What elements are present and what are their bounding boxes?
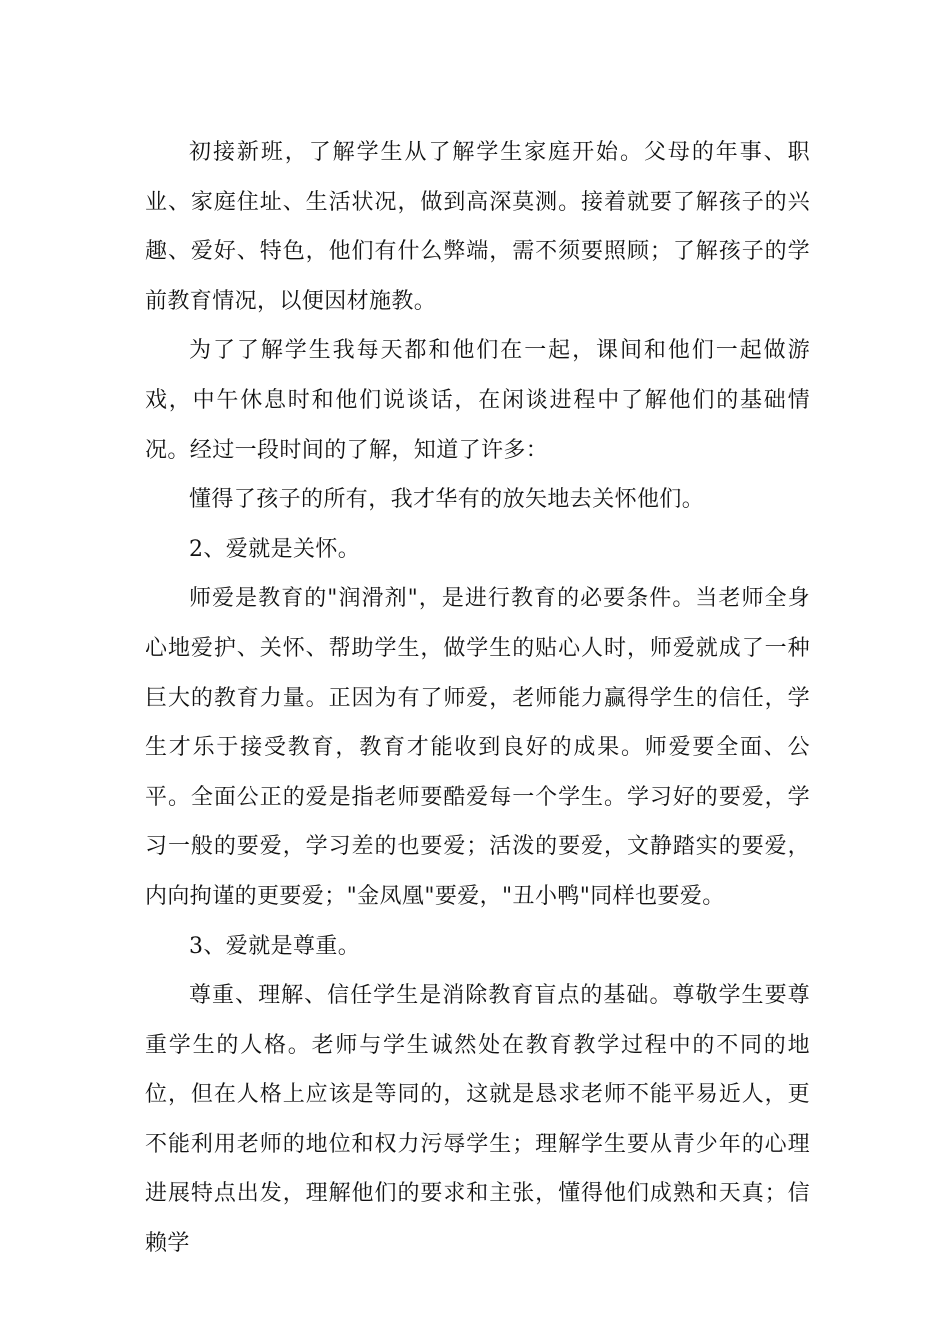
document-body [145, 128, 810, 1269]
paragraph-4: 师爱是教育的"润滑剂"，是进行教育的必要条件。当老师全身心地爱护、关怀、帮助学生，做学生的贴心人时，师爱就成了一种巨大的教育力量。正因为有了师爱，老师能力赢得学生的信任，学生才乐于接受教育，教育才能收到良好的成果。师爱要全面、公平。全面公正的爱是指老师要酷爱每一个学生。学习好的要爱，学习一般的要爱，学习差的也要爱；活泼的要爱，文静踏实的要爱，内向拘谨的更要爱；"金凤凰"要爱，"丑小鸭"同样也要爱。 [145, 586, 810, 909]
paragraph-5: 尊重、理解、信任学生是消除教育盲点的基础。尊敬学生要尊重学生的人格。老师与学生诚然处在教育教学过程中的不同的地位，但在人格上应该是等同的，这就是恳求老师不能平易近人，更不能利用老师的地位和权力污辱学生；理解学生要从青少年的心理进展特点出发，理解他们的要求和主张，懂得他们成熟和天真；信赖学 [145, 983, 810, 1257]
section-heading-2: 2、爱就是关怀。 [189, 536, 361, 562]
paragraph-3: 懂得了孩子的所有，我才华有的放矢地去关怀他们。 [189, 487, 705, 513]
section-heading-3: 3、爱就是尊重。 [189, 933, 361, 959]
paragraph-2: 为了了解学生我每天都和他们在一起，课间和他们一起做游戏，中午休息时和他们说谈话，在闲谈进程中了解他们的基础情况。经过一段时间的了解，知道了许多： [145, 338, 810, 463]
paragraph-1: 初接新班，了解学生从了解学生家庭开始。父母的年事、职业、家庭住址、生活状况，做到高深莫测。接着就要了解孩子的兴趣、爱好、特色，他们有什么弊端，需不须要照顾；了解孩子的学前教育情况，以便因材施教。 [145, 140, 810, 314]
